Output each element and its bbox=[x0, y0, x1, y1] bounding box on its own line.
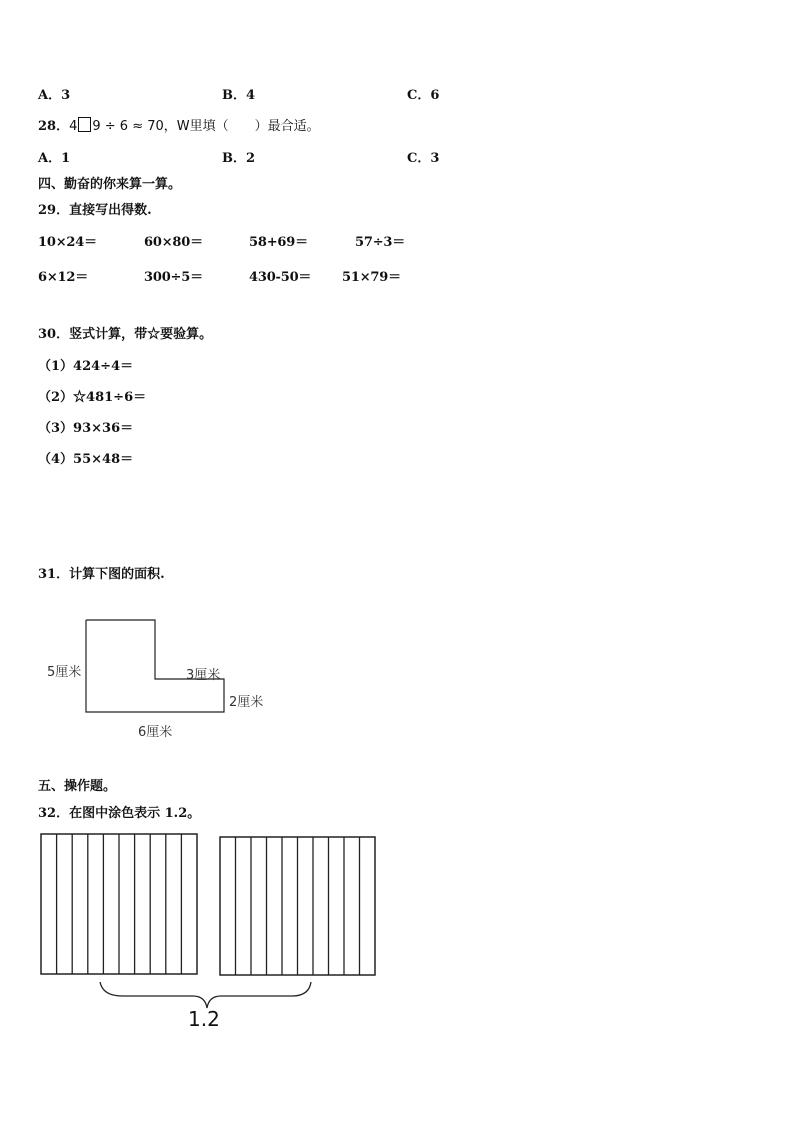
q29-item: 6×12＝ bbox=[38, 270, 89, 285]
option-letter: C． bbox=[407, 88, 431, 103]
q29-item: 10×24＝ bbox=[38, 235, 97, 250]
q29-item: 60×80＝ bbox=[144, 235, 203, 250]
q30-title: 30．竖式计算，带☆要验算。 bbox=[38, 327, 213, 342]
q30-item-1: （1）424÷4＝ bbox=[38, 359, 134, 374]
strip-grid-left bbox=[41, 834, 197, 974]
brace-value-label: 1.2 bbox=[188, 1007, 220, 1031]
q29-item: 58+69＝ bbox=[249, 235, 308, 250]
option-letter: A． bbox=[38, 151, 62, 166]
q31-title: 31．计算下图的面积. bbox=[38, 567, 165, 582]
left-side-label: 5厘米 bbox=[47, 665, 82, 680]
expression-part-b: 9 ÷ 6 ≈ 70，W里填（ ）最合适。 bbox=[92, 119, 320, 134]
option-letter: A． bbox=[38, 88, 62, 103]
question-number: 28． bbox=[38, 119, 70, 134]
option-value: 1 bbox=[61, 151, 71, 166]
q32-title: 32．在图中涂色表示 1.2。 bbox=[38, 806, 201, 821]
section-4-title: 四、勤奋的你来算一算。 bbox=[38, 177, 182, 192]
curly-brace bbox=[100, 982, 311, 1008]
q29-title: 29．直接写出得数. bbox=[38, 203, 152, 218]
strip-grid-right bbox=[220, 837, 375, 975]
option-letter: B． bbox=[222, 151, 246, 166]
section-5-title: 五、操作题。 bbox=[38, 779, 117, 794]
option-value: 4 bbox=[246, 88, 256, 103]
q29-item: 430-50＝ bbox=[249, 270, 312, 285]
bottom-side-label: 6厘米 bbox=[138, 725, 173, 740]
option-value: 2 bbox=[246, 151, 256, 166]
option-value: 3 bbox=[61, 88, 71, 103]
inner-step-label: 3厘米 bbox=[186, 668, 221, 683]
option-letter: B． bbox=[222, 88, 246, 103]
option-value: 3 bbox=[430, 151, 440, 166]
option-letter: C． bbox=[407, 151, 431, 166]
q30-item-4: （4）55×48＝ bbox=[38, 452, 134, 467]
expression-part-a: 4 bbox=[69, 119, 78, 134]
q29-item: 51×79＝ bbox=[342, 270, 401, 285]
q30-item-2: （2）☆481÷6＝ bbox=[38, 390, 147, 405]
option-value: 6 bbox=[430, 88, 440, 103]
right-side-label: 2厘米 bbox=[229, 695, 264, 710]
q29-item: 300÷5＝ bbox=[144, 270, 203, 285]
q30-item-3: （3）93×36＝ bbox=[38, 421, 134, 436]
q29-item: 57÷3＝ bbox=[355, 235, 406, 250]
